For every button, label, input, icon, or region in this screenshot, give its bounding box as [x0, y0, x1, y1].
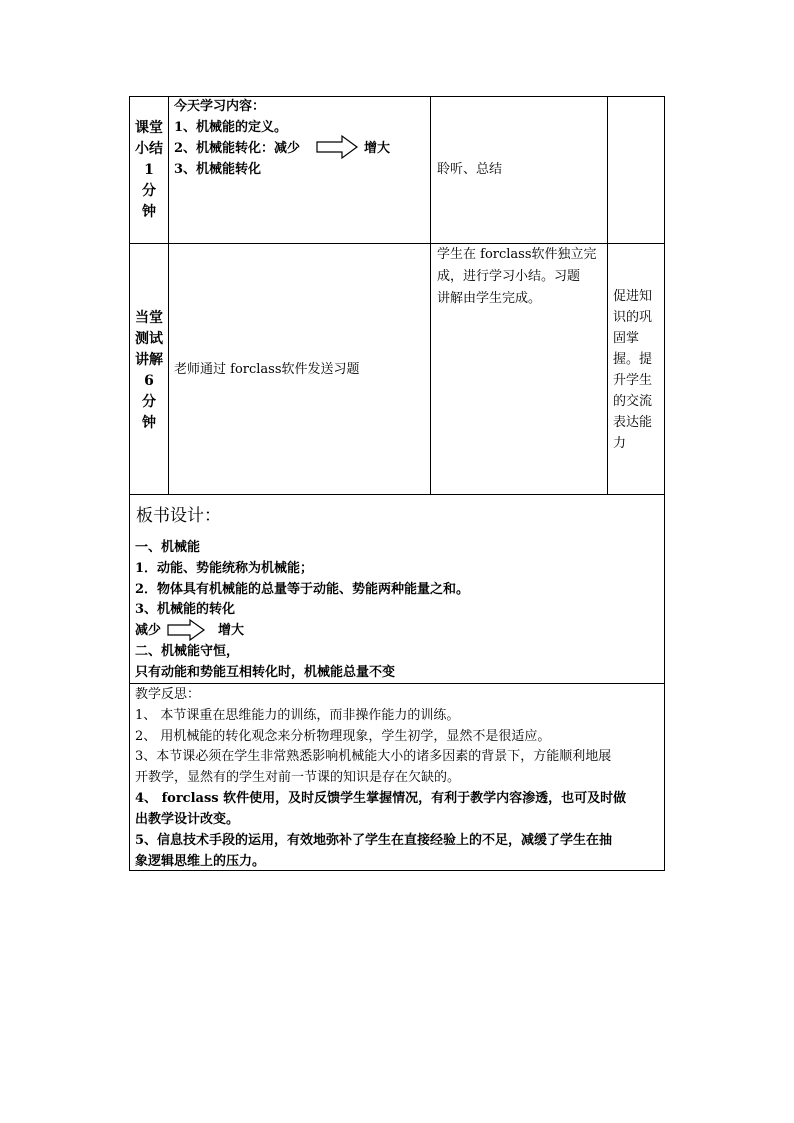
test-label-line: 测试 [135, 331, 163, 347]
test-purpose-line: 升学生 [613, 373, 653, 388]
test-label-line: 当堂 [135, 310, 163, 326]
board-point-3: 3、机械能的转化 [135, 602, 236, 617]
table-border-right [664, 96, 665, 871]
reflection-item-4-line-1: 4、 forclass 软件使用，及时反馈学生掌握情况，有利于教学内容渗透，也可及时做 [135, 791, 627, 806]
test-label-line: 钟 [142, 415, 156, 431]
row-divider-3 [129, 683, 665, 684]
reflection-title: 教学反思： [135, 687, 201, 702]
summary-item-2-result: 增大 [364, 141, 391, 156]
board-conversion-right: 增大 [218, 623, 245, 638]
col-divider-2 [430, 96, 431, 494]
table-border-bottom [129, 870, 665, 871]
row-divider-1 [129, 243, 665, 244]
summary-label [129, 118, 169, 223]
reflection-item-3-line-1: 3、本节课必须在学生非常熟悉影响机械能大小的诸多因素的背景下，方能顺利地展 [135, 749, 612, 764]
board-section-1: 一、机械能 [135, 540, 201, 555]
reflection-item-2: 2、 用机械能的转化观念来分析物理现象，学生初学，显然不是很适应。 [135, 729, 551, 744]
test-student-line: 讲解由学生完成。 [437, 291, 542, 306]
board-point-1: 1．动能、势能统称为机械能； [135, 561, 314, 576]
summary-label-line: 1 [144, 162, 154, 178]
board-conversion-left: 减少 [135, 623, 162, 638]
test-purpose-line: 表达能 [613, 415, 653, 430]
summary-student-activity: 聆听、总结 [437, 162, 503, 177]
test-purpose-line: 力 [613, 436, 627, 451]
test-purpose-line: 促进知 [613, 289, 653, 304]
test-teacher-activity: 老师通过 forclass软件发送习题 [174, 362, 360, 377]
summary-item-1: 1、机械能的定义。 [174, 120, 288, 135]
board-conservation: 只有动能和势能互相转化时，机械能总量不变 [135, 665, 396, 680]
reflection-item-3-line-2: 开教学，显然有的学生对前一节课的知识是存在欠缺的。 [135, 770, 461, 785]
test-purpose-line: 的交流 [613, 394, 653, 409]
board-section-2: 二、机械能守恒， [135, 644, 240, 659]
test-label [129, 308, 169, 434]
reflection-item-4-line-2: 出教学设计改变。 [135, 812, 240, 827]
test-student-line: 成，进行学习小结。习题 [437, 269, 581, 284]
test-student-line: 学生在 forclass软件独立完 [437, 247, 597, 262]
board-design-title: 板书设计： [136, 506, 221, 526]
test-label-line: 分 [142, 394, 156, 410]
row-divider-2 [129, 494, 665, 495]
col-divider-3 [607, 96, 608, 494]
reflection-item-5-line-2: 象逻辑思维上的压力。 [135, 854, 266, 869]
board-point-2: 2．物体具有机械能的总量等于动能、势能两种能量之和。 [135, 582, 470, 597]
test-label-line: 6 [144, 373, 154, 389]
test-purpose-line: 握。提 [613, 352, 653, 367]
test-purpose-line: 识的巩 [613, 310, 653, 325]
summary-label-line: 小结 [135, 141, 163, 157]
summary-heading: 今天学习内容： [174, 99, 266, 114]
summary-label-line: 钟 [142, 204, 156, 220]
test-purpose-line: 固掌 [613, 331, 640, 346]
right-arrow-icon [167, 619, 205, 641]
right-arrow-icon [316, 135, 358, 159]
test-label-line: 讲解 [135, 352, 163, 368]
reflection-item-1: 1、 本节课重在思维能力的训练，而非操作能力的训练。 [135, 708, 460, 723]
table-border-top [129, 96, 665, 97]
reflection-item-5-line-1: 5、信息技术手段的运用，有效地弥补了学生在直接经验上的不足，减缓了学生在抽 [135, 833, 613, 848]
summary-item-3: 3、机械能转化 [174, 162, 262, 177]
summary-label-line: 课堂 [135, 120, 163, 136]
summary-item-2: 2、机械能转化：减少 [174, 141, 301, 156]
summary-label-line: 分 [142, 183, 156, 199]
